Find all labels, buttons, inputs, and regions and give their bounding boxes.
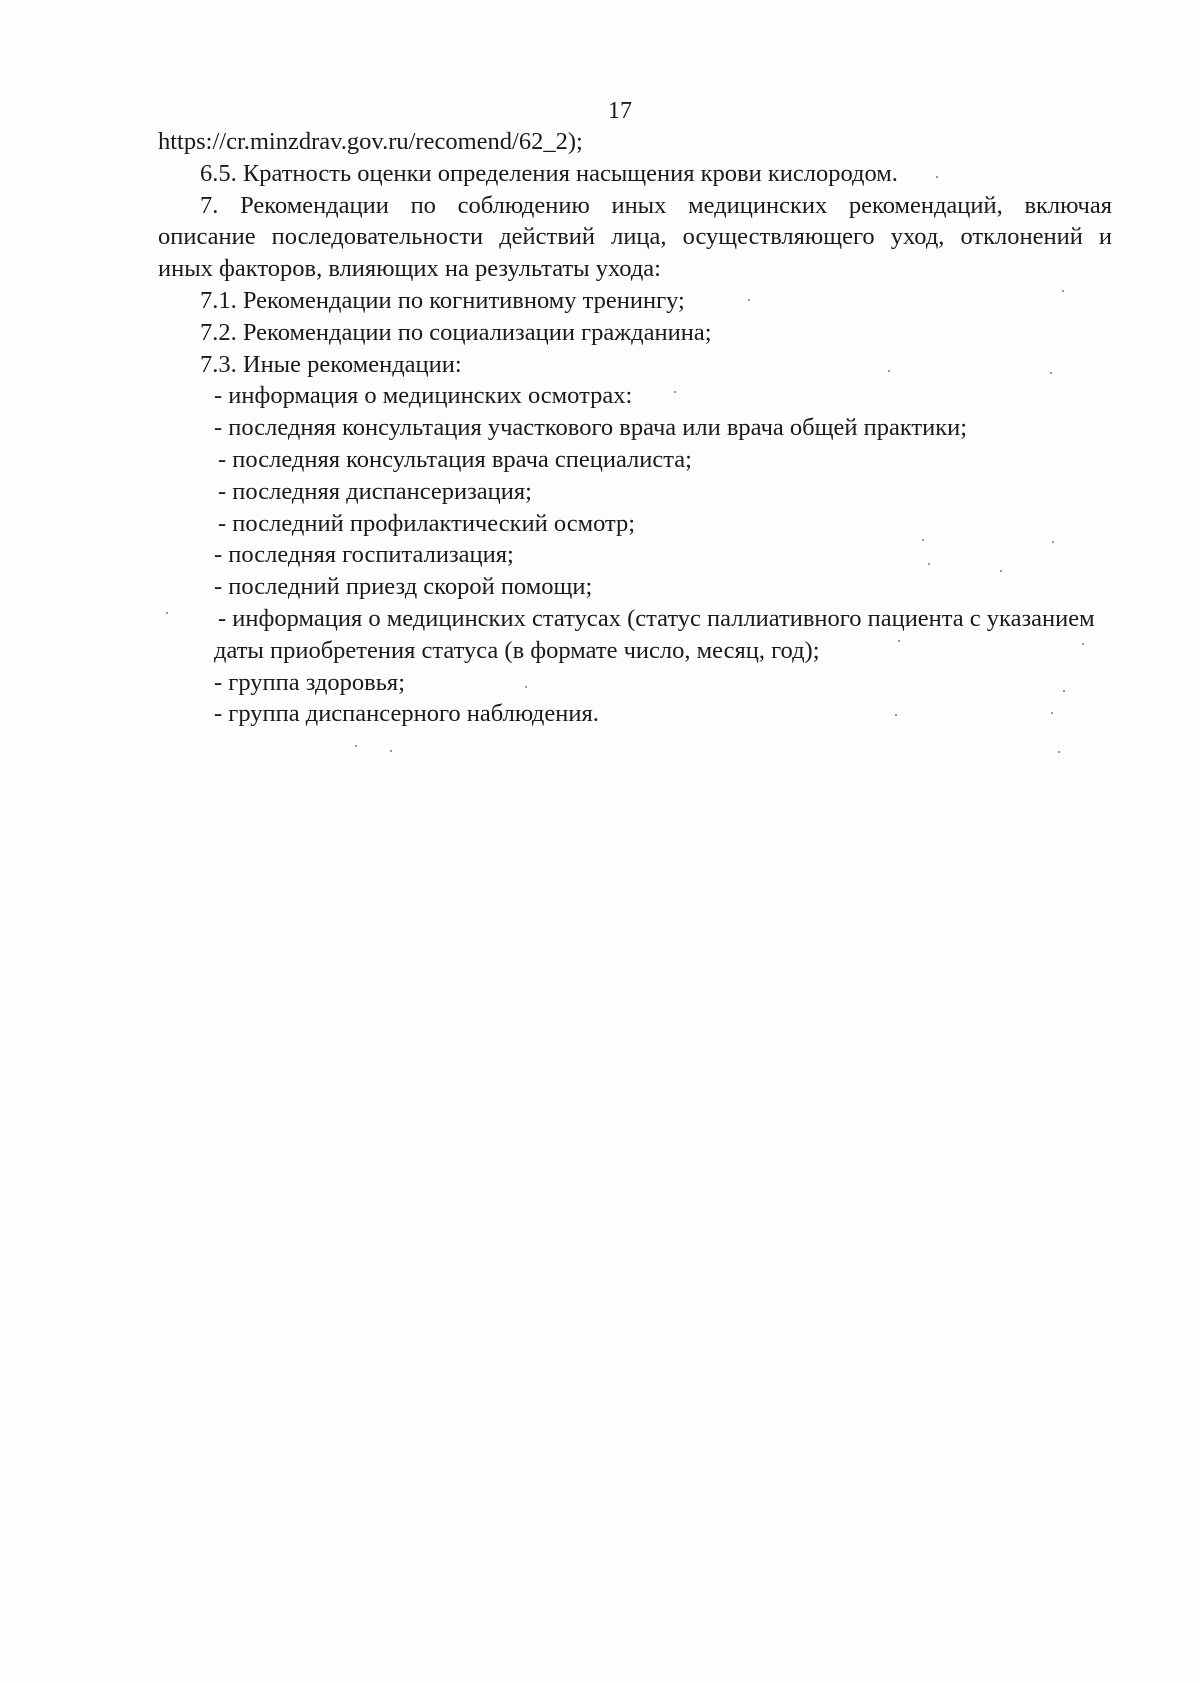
list-item: - информация о медицинских осмотрах: [214,382,633,410]
scan-speck [674,391,676,393]
paragraph-6-5: 6.5. Кратность оценки определения насыщения крови кислородом. [200,159,898,187]
scan-speck [390,750,392,752]
scan-speck [928,563,930,565]
paragraph-7-line-3: иных факторов, влияющих на результаты ухода: [158,255,661,283]
scan-speck [525,686,527,688]
scan-speck [166,612,168,614]
list-item-continuation: даты приобретения статуса (в формате число, месяц, год); [214,636,820,664]
list-item: - последний приезд скорой помощи; [214,573,593,601]
scan-speck [1000,570,1002,572]
list-item: - группа диспансерного наблюдения. [214,700,599,728]
scan-speck [1063,690,1065,692]
paragraph-7-line-1: 7. Рекомендации по соблюдению иных медицинских рекомендаций, включая [200,191,1112,219]
scan-speck [1051,712,1053,714]
paragraph-7-2: 7.2. Рекомендации по социализации гражданина; [200,318,712,346]
scan-speck [922,539,924,541]
list-item: - последний профилактический осмотр; [218,509,636,537]
link-line: https://cr.minzdrav.gov.ru/recomend/62_2); [158,128,583,155]
scan-speck [1082,643,1084,645]
document-body [158,126,1112,730]
list-item: - последняя диспансеризация; [218,477,532,505]
list-item: - информация о медицинских статусах (статус паллиативного пациента с указанием [218,604,1095,632]
paragraph-7-1: 7.1. Рекомендации по когнитивному тренингу; [200,286,685,314]
scan-speck [1062,290,1064,292]
paragraph-7-line-2: описание последовательности действий лица, осуществляющего уход, отклонений и [158,223,1112,251]
scan-speck [888,370,890,372]
scan-speck [748,299,750,301]
list-item: - последняя госпитализация; [214,541,514,569]
scan-speck [355,745,357,747]
scan-speck [1052,541,1054,543]
scan-speck [895,714,897,716]
scan-speck [1050,372,1052,374]
scan-speck [936,176,938,178]
paragraph-7-3: 7.3. Иные рекомендации: [200,350,462,378]
list-item: - последняя консультация врача специалиста; [218,445,692,473]
list-item: - последняя консультация участкового врача или врача общей практики; [214,414,968,442]
scan-speck [898,640,900,642]
scan-speck [1058,751,1060,753]
list-item: - группа здоровья; [214,668,405,696]
page-number: 17 [608,98,632,124]
